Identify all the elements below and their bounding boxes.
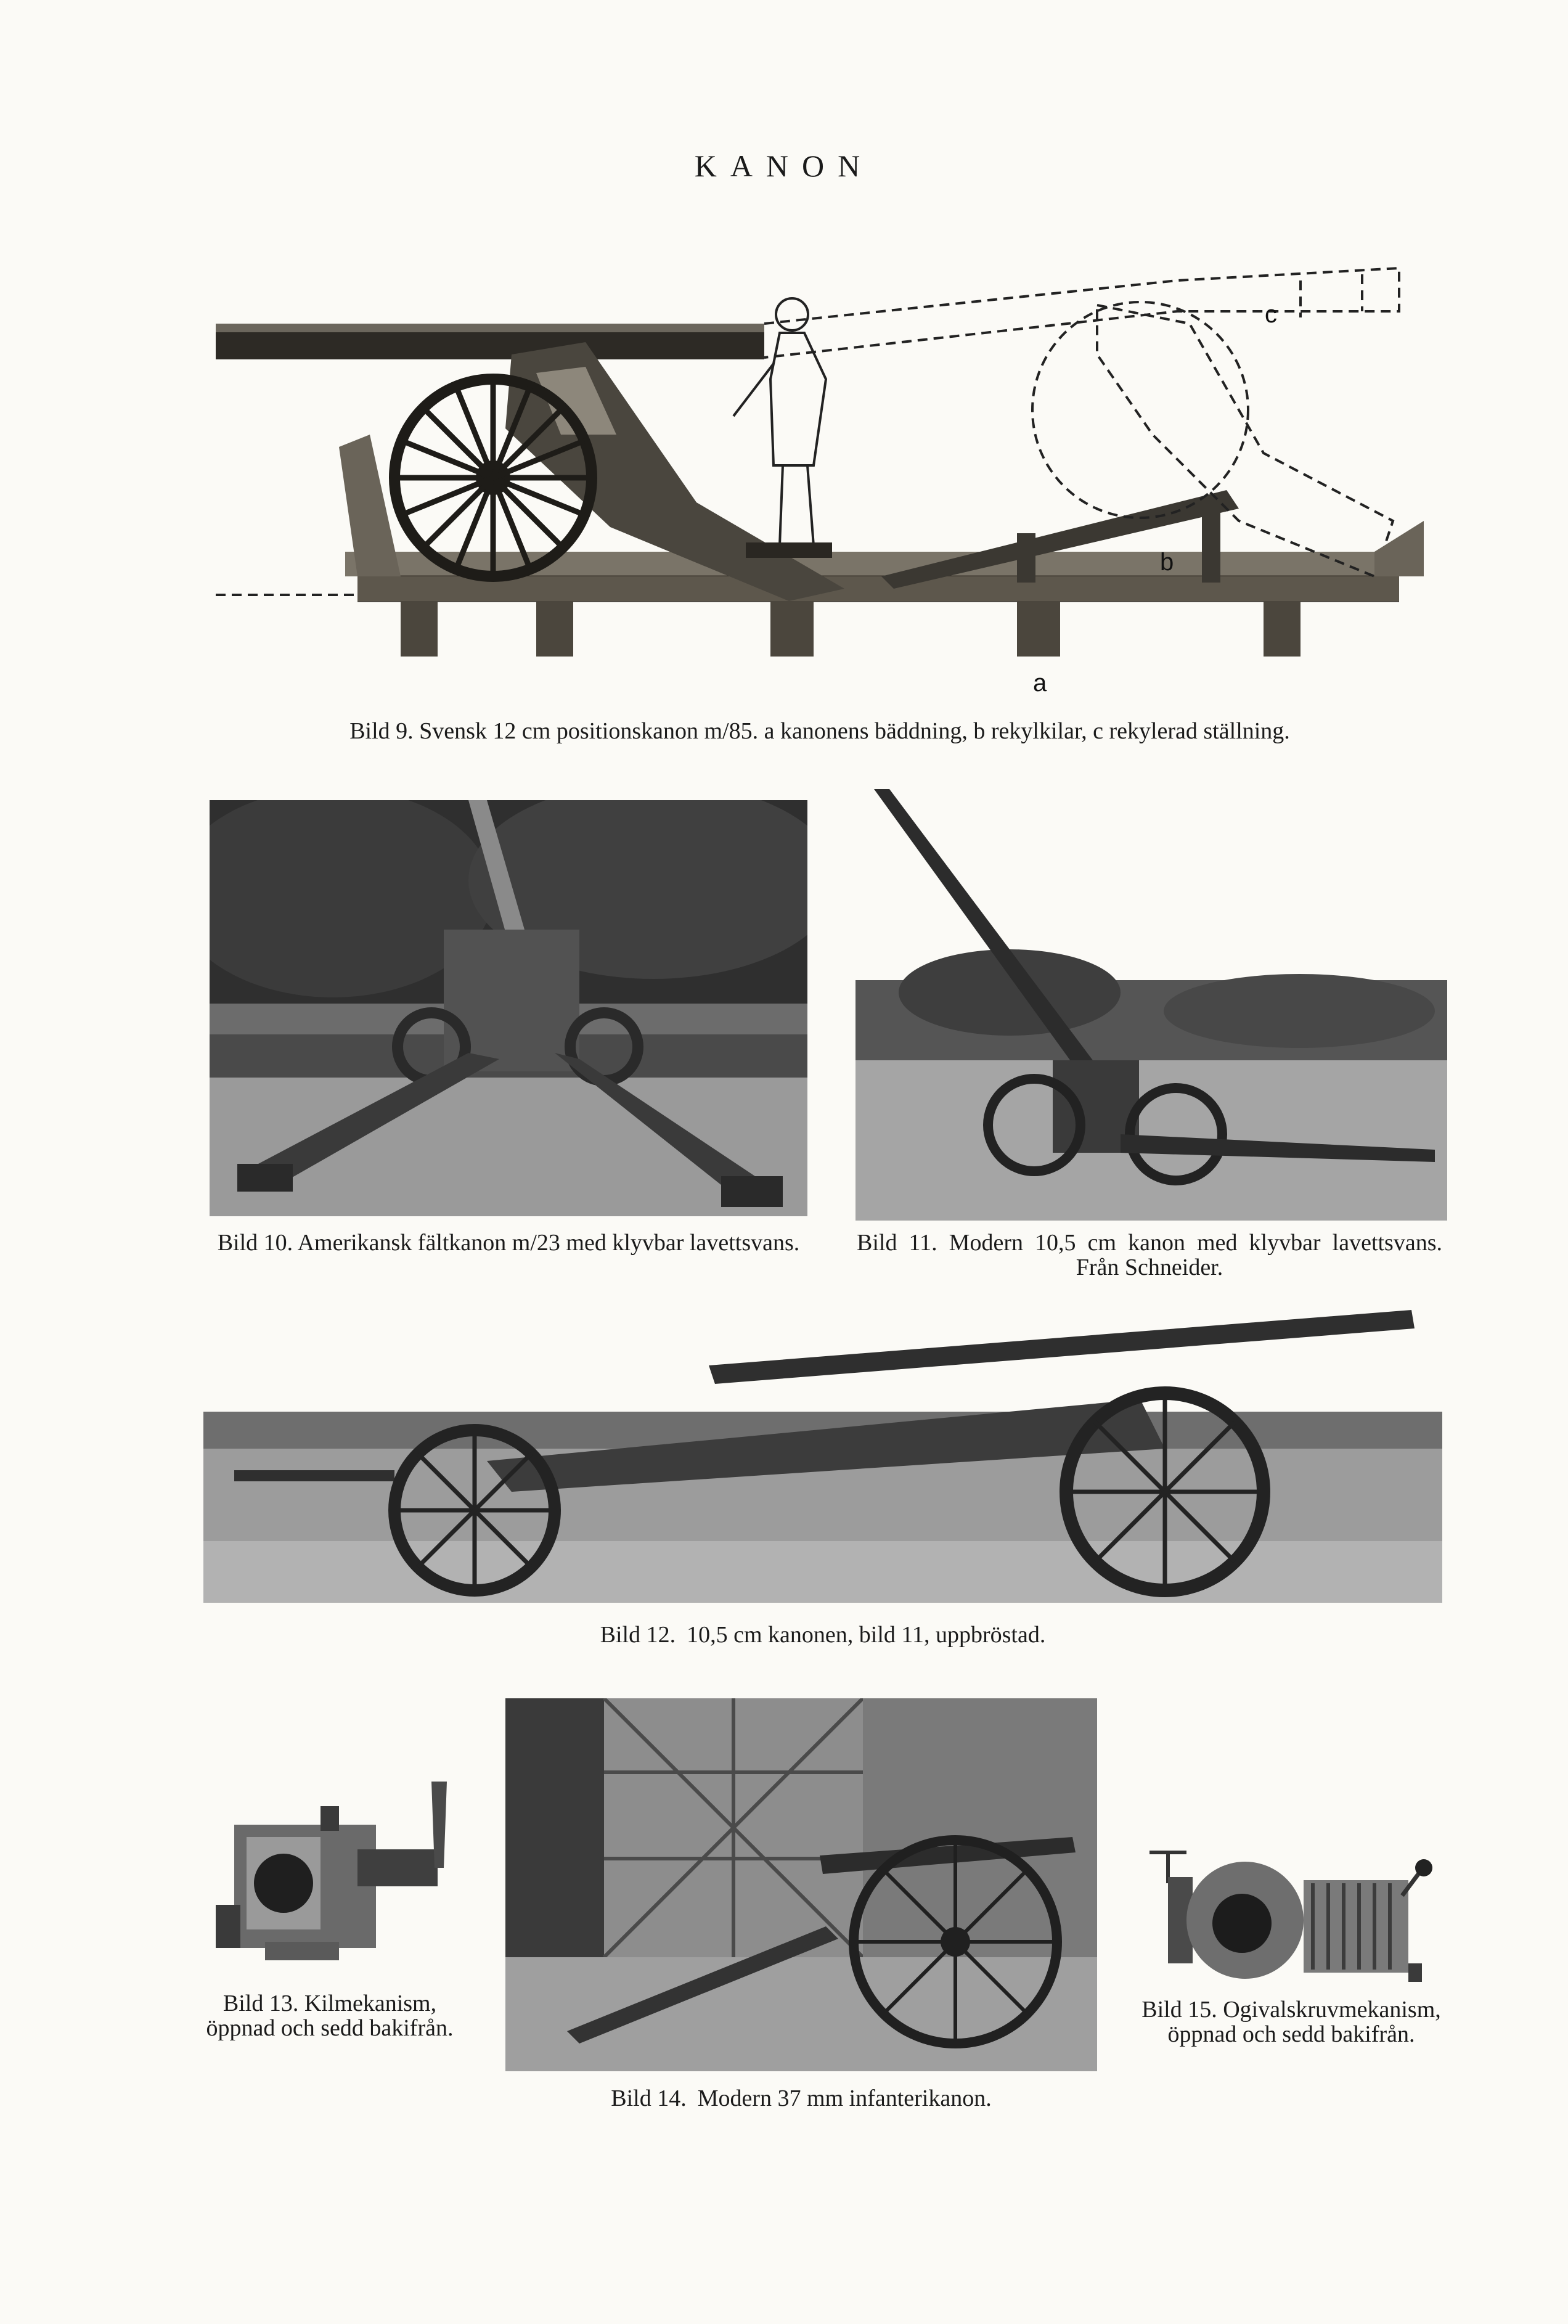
screw-breech-photo (1143, 1840, 1433, 1991)
field-cannon-photo (210, 800, 807, 1216)
caption-bild-14-number: Bild 14. (611, 2085, 687, 2111)
photo-bild-12 (203, 1307, 1442, 1603)
photo-bild-15 (1143, 1840, 1433, 1991)
caption-bild-12-text: 10,5 cm kanonen, bild 11, uppbröstad. (687, 1622, 1046, 1648)
photo-bild-14 (505, 1698, 1097, 2071)
photo-bild-13 (197, 1775, 456, 1979)
wedge-breech-photo (197, 1775, 456, 1979)
caption-bild-14-text: Modern 37 mm infanterikanon. (697, 2085, 992, 2111)
caption-bild-13: Bild 13. Kilmekanism, öppnad och sedd bakifrån. (206, 1991, 454, 2041)
photo-bild-11 (855, 789, 1447, 1221)
figure-bild-9-engraving (216, 231, 1424, 712)
caption-bild-11: Bild 11. Modern 10,5 cm kanon med klyvbar lavettsvans. Från Schneider. (857, 1230, 1442, 1280)
label-c: c (1265, 301, 1277, 328)
infantry-cannon-photo (505, 1698, 1097, 2071)
caption-bild-10: Bild 10. Amerikansk fältkanon m/23 med klyvbar lavettsvans. (217, 1230, 800, 1256)
caption-bild-12-number: Bild 12. (600, 1622, 676, 1648)
caption-bild-14 (505, 2086, 1097, 2111)
label-b: b (1160, 549, 1174, 576)
caption-bild-9: Bild 9. Svensk 12 cm positionskanon m/85. a kanonens bäddning, b rekylkilar, c rekylerad ställning. (349, 718, 1290, 744)
limbered-cannon-photo (203, 1307, 1442, 1603)
cannon-engraving-illustration (216, 231, 1424, 712)
page-title: KANON (694, 149, 874, 183)
modern-cannon-photo (855, 789, 1447, 1221)
label-a: a (1033, 669, 1047, 697)
caption-bild-15: Bild 15. Ogivalskruvmekanism, öppnad och sedd bakifrån. (1141, 1997, 1441, 2047)
caption-bild-12 (203, 1622, 1442, 1647)
photo-bild-10 (210, 800, 807, 1216)
